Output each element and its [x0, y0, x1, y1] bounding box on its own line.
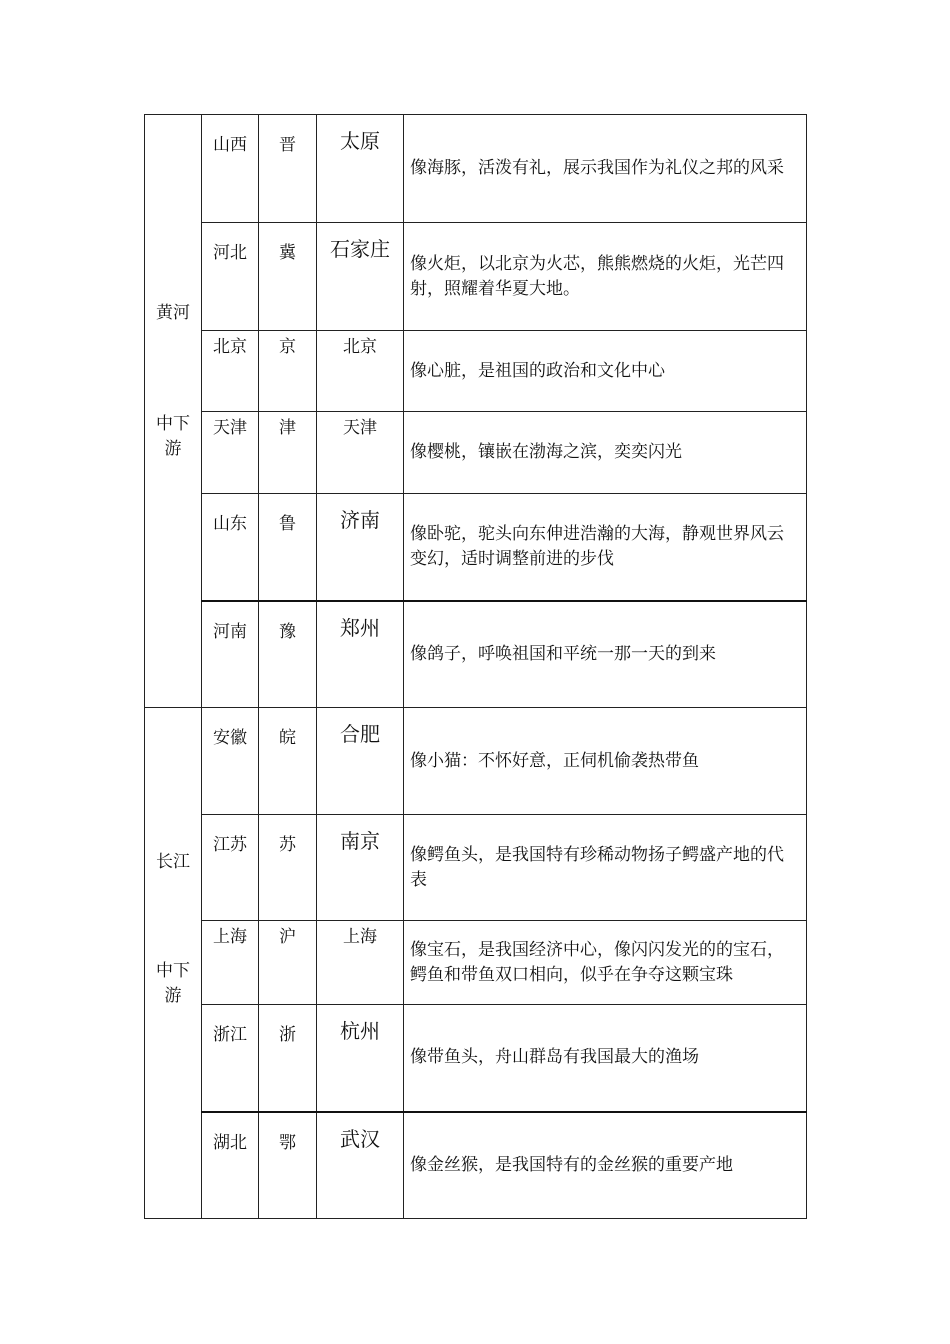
table-row — [145, 223, 807, 331]
table-row — [145, 921, 807, 1005]
province-capital: 杭州 — [317, 1005, 404, 1112]
province-abbr: 津 — [259, 412, 317, 494]
province-capital: 南京 — [317, 815, 404, 921]
province-abbr: 鄂 — [259, 1112, 317, 1219]
reach-label: 中下游 — [156, 414, 190, 459]
province-name: 山东 — [202, 494, 259, 601]
province-name: 湖北 — [202, 1112, 259, 1219]
province-name: 上海 — [202, 921, 259, 1005]
province-description: 像宝石，是我国经济中心，像闪闪发光的的宝石，鳄鱼和带鱼双口相向，似乎在争夺这颗宝珠 — [404, 921, 807, 1005]
province-description: 像小猫：不怀好意，正伺机偷袭热带鱼 — [404, 708, 807, 815]
province-abbr: 豫 — [259, 601, 317, 708]
province-description: 像海豚，活泼有礼，展示我国作为礼仪之邦的风采 — [404, 115, 807, 223]
table-row — [145, 412, 807, 494]
province-description: 像火炬，以北京为火芯，熊熊燃烧的火炬，光芒四射，照耀着华夏大地。 — [404, 223, 807, 331]
river-label: 黄河 — [156, 303, 190, 323]
province-description: 像心脏，是祖国的政治和文化中心 — [404, 331, 807, 412]
province-name: 山西 — [202, 115, 259, 223]
province-capital: 上海 — [317, 921, 404, 1005]
province-description: 像带鱼头，舟山群岛有我国最大的渔场 — [404, 1005, 807, 1112]
table-row — [145, 115, 807, 223]
region-cell-yangtze-river — [145, 708, 202, 1219]
province-name: 江苏 — [202, 815, 259, 921]
province-description: 像鳄鱼头，是我国特有珍稀动物扬子鳄盛产地的代表 — [404, 815, 807, 921]
province-description: 像鸽子，呼唤祖国和平统一那一天的到来 — [404, 601, 807, 708]
province-name: 浙江 — [202, 1005, 259, 1112]
province-abbr: 鲁 — [259, 494, 317, 601]
province-abbr: 晋 — [259, 115, 317, 223]
province-name: 河北 — [202, 223, 259, 331]
table-row — [145, 331, 807, 412]
province-capital: 合肥 — [317, 708, 404, 815]
province-capital: 济南 — [317, 494, 404, 601]
province-capital: 北京 — [317, 331, 404, 412]
table-row — [145, 1112, 807, 1219]
province-abbr: 皖 — [259, 708, 317, 815]
table-row — [145, 815, 807, 921]
province-capital: 天津 — [317, 412, 404, 494]
province-capital: 石家庄 — [317, 223, 404, 331]
province-abbr: 苏 — [259, 815, 317, 921]
table-row — [145, 494, 807, 601]
province-name: 安徽 — [202, 708, 259, 815]
province-capital: 郑州 — [317, 601, 404, 708]
reach-label: 中下游 — [156, 961, 190, 1006]
province-table — [144, 114, 807, 1219]
table-row — [145, 708, 807, 815]
province-abbr: 浙 — [259, 1005, 317, 1112]
province-name: 河南 — [202, 601, 259, 708]
region-cell-yellow-river — [145, 115, 202, 708]
province-description: 像樱桃，镶嵌在渤海之滨，奕奕闪光 — [404, 412, 807, 494]
table-row — [145, 1005, 807, 1112]
table-row — [145, 601, 807, 708]
province-description: 像卧驼，驼头向东伸进浩瀚的大海，静观世界风云变幻，适时调整前进的步伐 — [404, 494, 807, 601]
province-capital: 武汉 — [317, 1112, 404, 1219]
river-label: 长江 — [156, 852, 190, 872]
province-capital: 太原 — [317, 115, 404, 223]
province-abbr: 冀 — [259, 223, 317, 331]
province-name: 天津 — [202, 412, 259, 494]
province-description: 像金丝猴，是我国特有的金丝猴的重要产地 — [404, 1112, 807, 1219]
province-name: 北京 — [202, 331, 259, 412]
province-abbr: 京 — [259, 331, 317, 412]
province-abbr: 沪 — [259, 921, 317, 1005]
